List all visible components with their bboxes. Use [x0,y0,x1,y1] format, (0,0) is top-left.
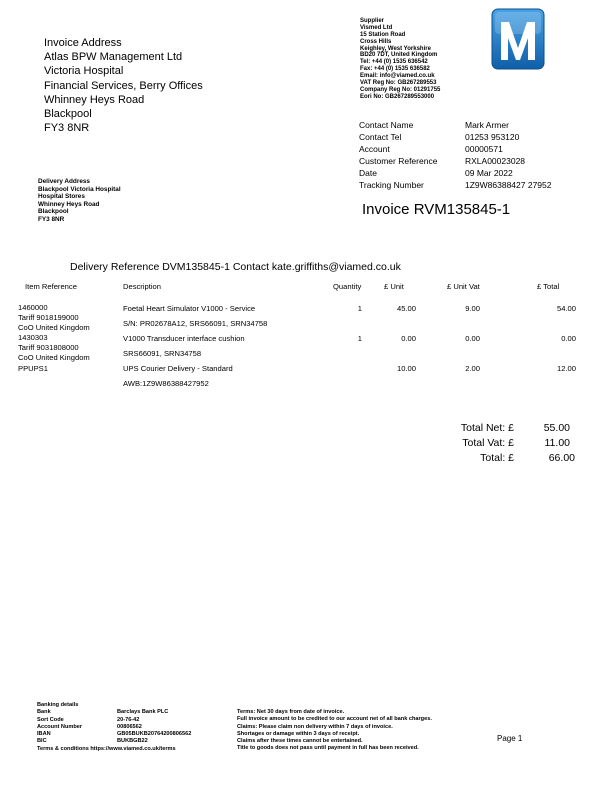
contact-label: Account [359,144,390,154]
item-origin: CoO United Kingdom [18,323,90,332]
contact-value: Mark Armer [465,120,509,130]
delivery-address-line: Blackpool [38,208,69,216]
invoice-address [44,36,203,135]
banking-values [117,702,191,746]
contact-row [359,155,589,167]
contact-row [359,179,589,191]
banking-value: Barclays Bank PLC [117,709,169,716]
contact-row [359,143,589,155]
item-serials: S/N: PR02678A12, SRS66091, SRN34758 [123,319,268,328]
banking-value: 20-76-42 [117,716,140,723]
invoice-address-line: Whinney Heys Road [44,93,145,106]
supplier-details [360,18,440,101]
contact-value: 01253 953120 [465,132,520,142]
terms-line: Title to goods does not pass until payment in full has been received. [237,745,419,752]
header-item-reference: Item Reference [25,282,77,291]
item-reference: PPUPS1 [18,364,48,373]
terms-line: Claims: Please claim non delivery within 7 days of invoice. [237,723,393,730]
banking-heading: Banking details [37,702,79,708]
total-vat-value: 11.00 [544,437,570,449]
header-quantity: Quantity [333,282,362,291]
banking-label: IBAN [37,731,51,738]
item-description: Foetal Heart Simulator V1000 - Service [123,304,256,313]
contact-value: 1Z9W86388427 27952 [465,180,552,190]
contact-label: Contact Tel [359,132,402,142]
terms-line: Full invoice amount to be credited to our account net of all bank charges. [237,716,432,723]
delivery-address [38,178,121,224]
item-total: 12.00 [556,364,576,373]
banking-label: Account Number [37,723,83,730]
item-total: 54.00 [556,304,576,313]
contact-value: 00000571 [465,144,503,154]
contact-label: Customer Reference [359,156,438,166]
total-net-value: 55.00 [543,422,570,434]
item-awb: AWB:1Z9W86388427952 [123,379,209,388]
invoice-address-line: FY3 8NR [44,122,90,135]
banking-label: Bank [37,709,51,716]
contact-details [359,119,589,191]
total-label: Total: £ [480,452,514,464]
terms-line: Terms: Net 30 days from date of invoice. [237,709,345,715]
item-unit-price: 45.00 [396,304,416,313]
delivery-address-line: Whinney Heys Road [38,200,100,208]
item-origin: CoO United Kingdom [18,353,90,362]
delivery-address-line: FY3 8NR [38,215,65,223]
invoice-address-line: Blackpool [44,107,92,120]
terms-link[interactable]: Terms & conditions https://www.viamed.co.uk/terms [37,745,176,752]
header-description: Description [123,282,161,291]
banking-label: Sort Code [37,716,64,723]
item-tariff: Tariff 9031808000 [18,343,79,352]
item-reference: 1430303 [18,333,48,342]
header-total: £ Total [537,282,560,291]
contact-label: Date [359,168,377,178]
supplier-heading: Supplier [360,18,385,24]
supplier-line: Vismed Ltd [360,24,393,31]
supplier-line: Eori No: GB267289553000 [360,93,435,100]
item-tariff: Tariff 9018199000 [18,313,79,322]
banking-value: GB05BUKB20764200806562 [117,731,192,738]
item-unit-vat: 9.00 [465,304,480,313]
banking-value [117,702,191,709]
delivery-address-heading: Delivery Address [38,178,90,185]
item-serials: SRS66091, SRN34758 [123,349,202,358]
contact-label: Contact Name [359,120,414,130]
item-total: 0.00 [561,334,576,343]
item-description: V1000 Transducer interface cushion [123,334,245,343]
terms-line: Shortages or damage within 3 days of receipt. [237,730,360,737]
total-vat-label: Total Vat: £ [462,437,514,449]
delivery-address-line: Hospital Stores [38,193,85,201]
contact-value: RXLA00023028 [465,156,526,166]
item-unit-price: 10.00 [396,364,416,373]
contact-row [359,119,589,131]
banking-value: BUKBGB22 [117,738,148,745]
supplier-line: Fax: +44 (0) 1535 636582 [360,66,430,73]
invoice-address-line: Victoria Hospital [44,65,124,78]
banking-value: 00806562 [117,723,142,730]
delivery-reference: Delivery Reference DVM135845-1 Contact kate.griffiths@viamed.co.uk [70,261,401,273]
invoice-address-line: Atlas BPW Management Ltd [44,51,183,64]
header-unit-vat: £ Unit Vat [447,282,480,291]
supplier-line: VAT Reg No: GB267289553 [360,80,437,87]
supplier-line: 15 Station Road [360,31,406,38]
contact-label: Tracking Number [359,180,424,190]
supplier-line: Keighley, West Yorkshire [360,45,431,52]
invoice-address-heading: Invoice Address [44,37,122,49]
invoice-title: Invoice RVM135845-1 [362,201,511,218]
item-unit-vat: 0.00 [465,334,480,343]
page-number: Page 1 [497,734,523,743]
contact-row [359,131,589,143]
total-value: 66.00 [548,452,575,464]
contact-value: 09 Mar 2022 [465,168,513,178]
header-unit: £ Unit [384,282,404,291]
item-quantity: 1 [357,304,362,313]
total-net-label: Total Net: £ [460,422,514,434]
terms-text [237,709,432,753]
viamed-logo [491,8,545,70]
item-reference: 1460000 [18,303,48,312]
invoice-address-line: Financial Services, Berry Offices [44,79,203,92]
terms-line: Claims after these times cannot be entertained. [237,738,363,745]
item-quantity: 1 [357,334,362,343]
contact-row [359,167,589,179]
banking-label: BIC [37,738,47,745]
delivery-address-line: Blackpool Victoria Hospital [38,185,121,193]
item-description: UPS Courier Delivery - Standard [123,364,233,373]
item-unit-vat: 2.00 [465,364,480,373]
supplier-line: Tel: +44 (0) 1535 636542 [360,59,428,66]
supplier-line: Email: info@viamed.co.uk [360,73,435,80]
item-unit-price: 0.00 [401,334,416,343]
supplier-line: BD20 7DT, United Kingdom [360,52,438,59]
supplier-line: Company Reg No: 01291755 [360,86,441,93]
supplier-line: Cross Hills [360,38,392,45]
